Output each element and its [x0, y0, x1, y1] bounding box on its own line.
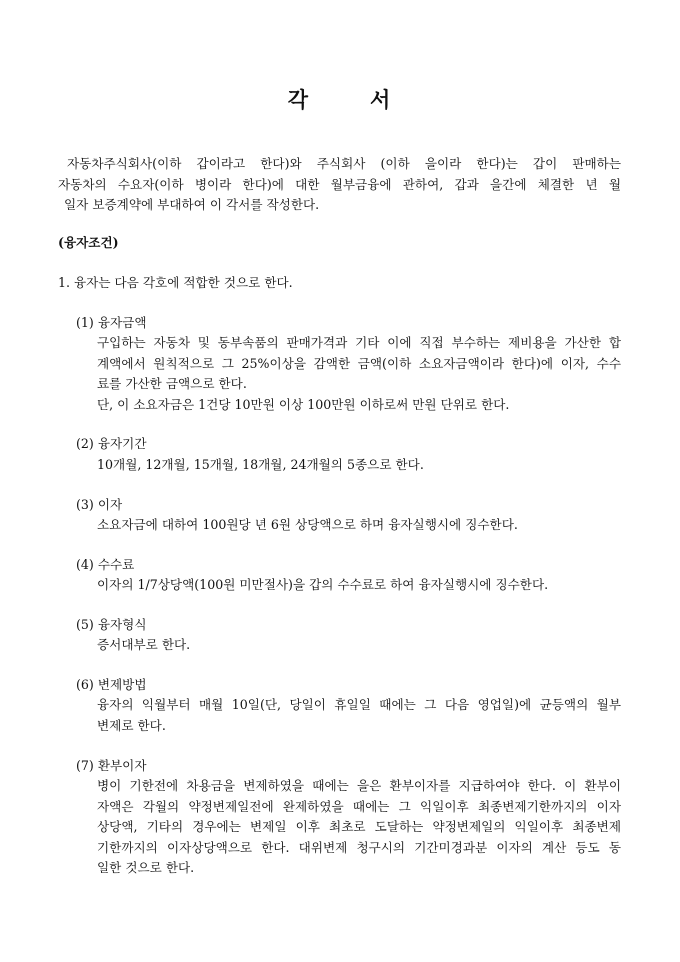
item-1-line-3: 료를 가산한 금액으로 한다. [97, 376, 247, 391]
item-7-line-2: 자액은 각월의 약정변제일전에 완제하였을 때에는 그 익일이후 최종변제기한까지의 이자 [97, 799, 621, 814]
item-7-line-4: 기한까지의 이자상당액으로 한다. 대위변제 청구시의 기간미경과분 이자의 계산 등도 동 [97, 840, 621, 855]
section-heading: (융자조건) [58, 235, 119, 250]
item-6-line-1: 융자의 익월부터 매월 10일(단, 당일이 휴일일 때에는 그 다음 영업일)에 균등액의 월부 [97, 697, 621, 712]
item-7-line-5: 일한 것으로 한다. [97, 860, 195, 875]
item-6-line-2: 변제로 한다. [97, 718, 166, 733]
item-1-line-4: 단, 이 소요자금은 1건당 10만원 이상 100만원 이하로써 만원 단위로 한다. [97, 397, 510, 412]
title-char-2: 서 [370, 87, 393, 112]
clause-1: 1. 융자는 다음 각호에 적합한 것으로 한다. [58, 275, 293, 290]
item-2-line-1: 10개월, 12개월, 15개월, 18개월, 24개월의 5종으로 한다. [97, 457, 424, 472]
item-7-heading: (7) 환부이자 [76, 758, 147, 773]
item-4-heading: (4) 수수료 [76, 557, 135, 572]
item-4-line-1: 이자의 1/7상당액(100원 미만절사)을 갑의 수수료로 하여 융자실행시에 징수한다. [97, 577, 549, 592]
item-3-line-1: 소요자금에 대하여 100원당 년 6원 상당액으로 하며 융자실행시에 징수한다. [97, 517, 518, 532]
document-title [0, 84, 680, 114]
item-7-line-3: 상당액, 기타의 경우에는 변제일 이후 최초로 도달하는 약정변제일의 익일이후 최종변제 [97, 819, 621, 834]
intro-line-3: 일자 보증계약에 부대하여 이 각서를 작성한다. [64, 197, 320, 212]
item-5-heading: (5) 융자형식 [76, 617, 147, 632]
item-7-line-1: 병이 기한전에 차용금을 변제하였을 때에는 을은 환부이자를 지급하여야 한다. 이 환부이 [97, 778, 621, 793]
item-1-heading: (1) 융자금액 [76, 315, 147, 330]
item-1-line-1: 구입하는 자동차 및 동부속품의 판매가격과 기타 이에 직접 부수하는 제비용을 가산한 합 [97, 335, 621, 350]
item-1-line-2: 계액에서 원칙적으로 그 25%이상을 감액한 금액(이하 소요자금액이라 한다)에 이자, 수수 [97, 356, 621, 371]
item-3-heading: (3) 이자 [76, 497, 123, 512]
intro-line-1: 자동차주식회사(이하 갑이라고 한다)와 주식회사 (이하 을이라 한다)는 갑이 판매하는 [67, 156, 621, 171]
item-5-line-1: 증서대부로 한다. [97, 637, 191, 652]
title-char-1: 각 [287, 87, 310, 112]
intro-line-2: 자동차의 수요자(이하 병이라 한다)에 대한 월부금융에 관하여, 갑과 을간에 체결한 년 월 [58, 177, 621, 192]
item-2-heading: (2) 융자기간 [76, 436, 147, 451]
item-6-heading: (6) 변제방법 [76, 677, 147, 692]
